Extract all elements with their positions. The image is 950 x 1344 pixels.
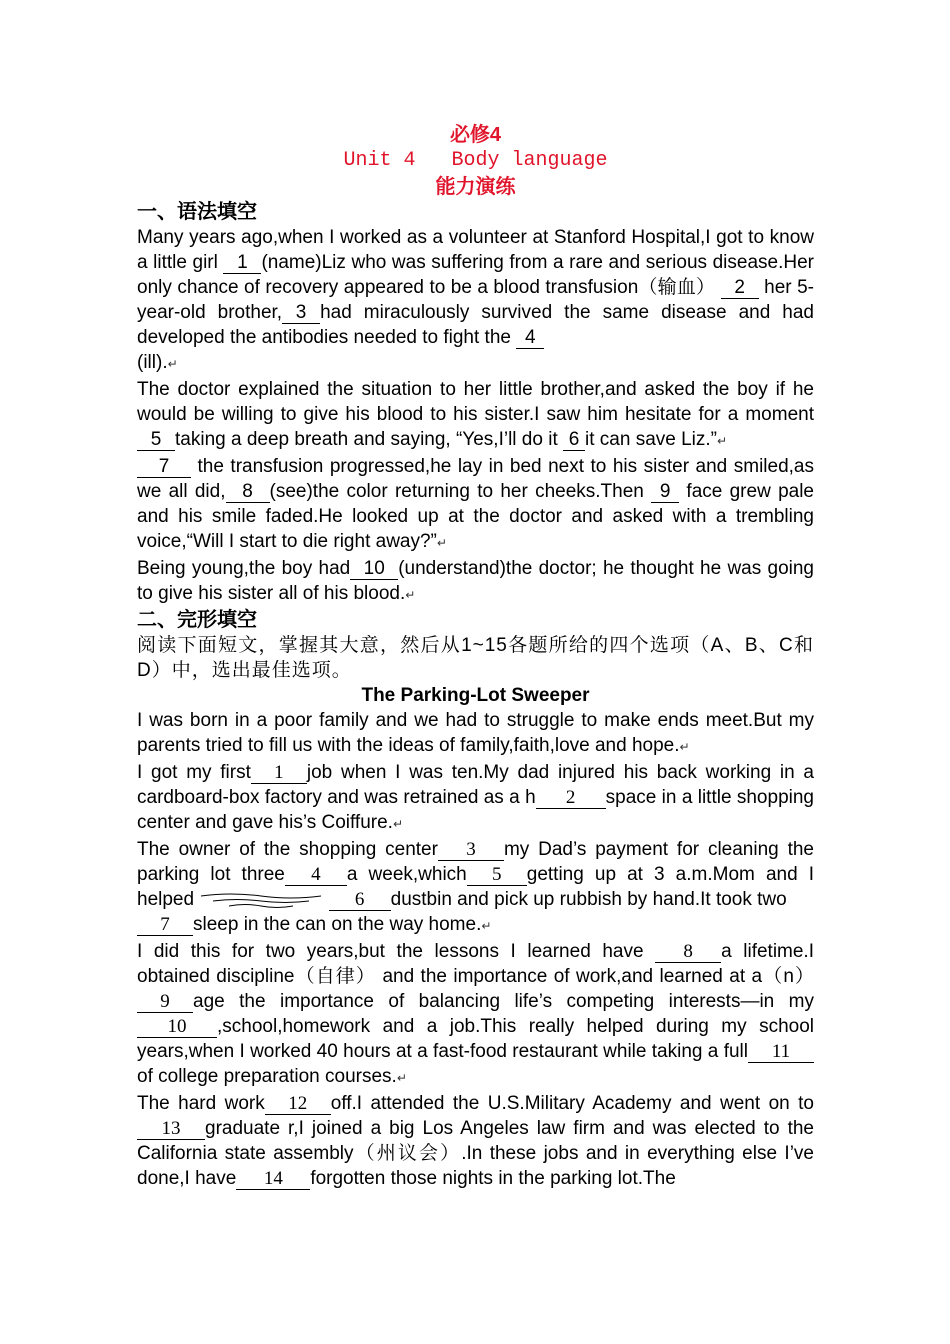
cloze-blank-6[interactable]: 6 [329, 890, 391, 911]
cloze-paragraph-3: The owner of the shopping center 3 my Dad’s payment for cleaning the parking lot three 4 a week,which 5 getting up at 3 a.m.Mom and I helped 6 dustbin and pick up rubbish by hand.It took two [137, 839, 815, 910]
blank-8[interactable]: 8 [226, 482, 270, 503]
cloze-blank-7[interactable]: 7 [137, 915, 193, 936]
cloze-blank-10[interactable]: 10 [137, 1017, 217, 1038]
cloze-paragraph-1: I was born in a poor family and we had to struggle to make ends meet.But my parents tried to fill us with the ideas of family,faith,love and hope.↵ [137, 710, 814, 756]
paragraph-mark-icon: ↵ [717, 434, 728, 448]
cloze-blank-11[interactable]: 11 [748, 1042, 814, 1063]
paragraph-mark-icon: ↵ [392, 817, 404, 831]
cloze-blank-4[interactable]: 4 [285, 865, 347, 886]
paragraph-mark-icon: ↵ [405, 588, 416, 602]
cloze-blank-3[interactable]: 3 [438, 840, 504, 861]
paragraph-mark-icon: ↵ [436, 536, 447, 550]
paragraph-mark-icon: ↵ [679, 740, 690, 754]
grammar-paragraph-2: The doctor explained the situation to her little brother,and asked the boy if he would be willing to give his blood to his sister.I saw him hesitate for a moment 5 taking a deep breath and saying, “Yes,I’ll do it 6 it can save Liz.”↵ [137, 379, 814, 450]
cloze-blank-2[interactable]: 2 [536, 788, 606, 809]
cloze-paragraph-2: I got my first 1 job when I was ten.My dad injured his back working in a cardboard-box factory and was retrained as a h 2 space in a little shopping center and gave his’s Coiffure.↵ [137, 762, 814, 833]
blank-10[interactable]: 10 [350, 559, 398, 580]
paragraph-mark-icon: ↵ [481, 919, 492, 933]
grammar-paragraph-1: Many years ago,when I worked as a volunteer at Stanford Hospital,I got to know a little girl 1 (name)Liz who was suffering from a rare and serious disease.Her only chance of recovery appeared to be a blood transfusion（输血） 2 her 5-year-old brother, 3 had miraculously survived the same disease and had developed the antibodies needed to fight the 4 (ill).↵ [137, 227, 814, 373]
wavy-underline-icon [199, 891, 323, 909]
paragraph-mark-icon: ↵ [167, 357, 178, 371]
blank-6[interactable]: 6 [563, 430, 585, 451]
book-title: 必修4 [449, 124, 502, 146]
section-title: 能力演练 [435, 176, 516, 198]
cloze-paragraph-6: The hard work 12 off.I attended the U.S.Military Academy and went on to13 graduate r,I joined a big Los Angeles law firm and was elected to the California state assembly（州议会）.In these jobs and in everything else I’ve done,I have 14 forgotten those nights in the parking lot.The [137, 1093, 814, 1189]
grammar-paragraph-3: 7 the transfusion progressed,he lay in bed next to his sister and smiled,as we all did, 8 (see)the color returning to her cheeks.Then 9 face grew pale and his smile faded.He looked up at the doctor and asked with a trembling voice,“Will I start to die right away?”↵ [137, 456, 814, 552]
cloze-blank-5[interactable]: 5 [467, 865, 527, 886]
blank-5[interactable]: 5 [137, 430, 175, 451]
cloze-blank-14[interactable]: 14 [236, 1169, 310, 1190]
cloze-blank-12[interactable]: 12 [265, 1094, 331, 1115]
blank-2[interactable]: 2 [721, 278, 759, 299]
cloze-blank-8[interactable]: 8 [655, 942, 721, 963]
cloze-paragraph-5: I did this for two years,but the lessons I learned have 8 a lifetime.I obtained discipline（自律） and the importance of work,and learned at a（n）9 age the importance of balancing life’s competing interests—in my10 ,school,homework and a job.This really helped during my school years,when I worked 40 hours at a fast-food restaurant while taking a full 11of college preparation courses.↵ [137, 941, 814, 1087]
blank-4[interactable]: 4 [516, 328, 544, 349]
grammar-paragraph-4: Being young,the boy had 10 (understand)the doctor; he thought he was going to give his sister all of his blood.↵ [137, 558, 814, 604]
cloze-blank-1[interactable]: 1 [251, 763, 307, 784]
cloze-blank-13[interactable]: 13 [137, 1119, 205, 1140]
cloze-heading: 二、完形填空 [137, 609, 257, 631]
grammar-heading: 一、语法填空 [137, 201, 257, 223]
blank-3[interactable]: 3 [282, 303, 320, 324]
cloze-paragraph-4: 7 sleep in the can on the way home.↵ [137, 912, 814, 939]
blank-1[interactable]: 1 [223, 253, 261, 274]
cloze-instructions: 阅读下面短文，掌握其大意，然后从1~15各题所给的四个选项（A、B、C和D）中，选出最佳选项。 [137, 635, 814, 681]
paragraph-mark-icon: ↵ [396, 1071, 407, 1085]
blank-9[interactable]: 9 [651, 482, 679, 503]
unit-title: Unit 4 Body language [343, 149, 608, 172]
blank-7[interactable]: 7 [137, 457, 191, 478]
passage-title: The Parking-Lot Sweeper [361, 685, 590, 706]
document-page [137, 122, 814, 1191]
cloze-blank-9[interactable]: 9 [137, 992, 193, 1013]
